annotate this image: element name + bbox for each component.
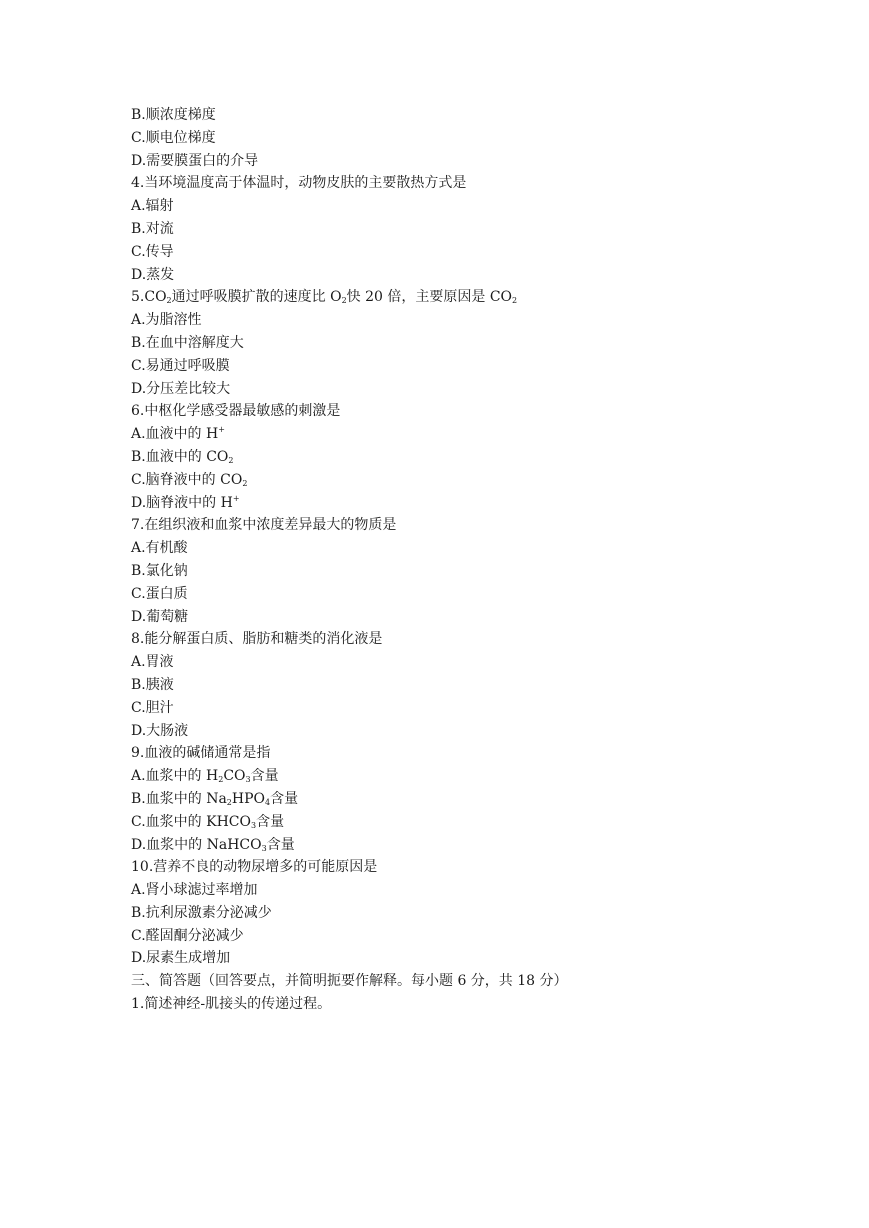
text-run: D.脑脊液中的 H: [131, 494, 233, 511]
text-run: A.血浆中的 H: [131, 768, 219, 785]
text-run: B.在血中溶解度大: [131, 334, 244, 351]
text-run: D.分压差比较大: [131, 380, 231, 397]
text-run: CO: [223, 768, 246, 785]
text-run: B.氯化钠: [131, 562, 188, 579]
text-run: 三、简答题（回答要点，并简明扼要作解释。每小题 6 分，共 18 分）: [131, 973, 568, 990]
text-line-q6a: [131, 423, 831, 446]
text-line-q8b: [131, 674, 831, 697]
document-page: [131, 104, 831, 1016]
text-line-q8: [131, 628, 831, 651]
text-run: 含量: [250, 768, 279, 785]
text-run: 7.在组织液和血浆中浓度差异最大的物质是: [131, 517, 397, 534]
text-line-q5a: [131, 309, 831, 332]
subscript: 2: [242, 478, 248, 488]
subscript: 2: [218, 775, 224, 785]
text-line-q6d: [131, 492, 831, 515]
text-run: C.顺电位梯度: [131, 129, 216, 146]
superscript: +: [218, 425, 225, 435]
text-run: A.胃液: [131, 654, 174, 671]
text-run: 1.简述神经-肌接头的传递过程。: [131, 996, 332, 1013]
superscript: +: [232, 493, 240, 503]
text-line-q10a: [131, 879, 831, 902]
text-run: C.传导: [131, 243, 174, 260]
text-line-q7b: [131, 560, 831, 583]
text-line-q10b: [131, 902, 831, 925]
text-line-q4: [131, 172, 831, 195]
subscript: 3: [250, 820, 257, 830]
text-line-q10c: [131, 925, 831, 948]
text-line-q10d: [131, 947, 831, 970]
subscript: 2: [166, 296, 172, 306]
text-run: D.大肠液: [131, 722, 189, 739]
text-run: 含量: [270, 790, 299, 807]
text-line-q7a: [131, 537, 831, 560]
text-line-q4b: [131, 218, 831, 241]
text-line-s1: [131, 993, 831, 1016]
text-run: B.对流: [131, 220, 174, 237]
text-line-q6b: [131, 446, 831, 469]
subscript: 2: [341, 296, 347, 306]
text-line-q7d: [131, 606, 831, 629]
text-run: 快 20 倍，主要原因是 CO: [346, 289, 513, 306]
text-run: C.蛋白质: [131, 585, 188, 602]
text-run: B.血液中的 CO: [131, 448, 229, 465]
text-run: C.脑脊液中的 CO: [131, 471, 243, 488]
text-run: C.血浆中的 KHCO: [131, 813, 251, 830]
subscript: 3: [245, 775, 251, 785]
text-run: D.血浆中的 NaHCO: [131, 836, 262, 853]
text-run: B.血浆中的 Na: [131, 790, 227, 807]
text-run: A.为脂溶性: [131, 312, 202, 329]
text-run: A.辐射: [131, 198, 174, 215]
subscript: 4: [265, 797, 271, 807]
text-line-q8c: [131, 697, 831, 720]
text-line-q9b: [131, 788, 831, 811]
text-line-q5: [131, 286, 831, 309]
text-line-sec3: [131, 970, 831, 993]
text-run: 含量: [266, 836, 295, 853]
text-run: 8.能分解蛋白质、脂肪和糖类的消化液是: [131, 631, 383, 648]
text-line-q6c: [131, 469, 831, 492]
text-line-q4c: [131, 241, 831, 264]
text-run: D.尿素生成增加: [131, 950, 231, 967]
text-line-q8d: [131, 720, 831, 743]
text-run: 含量: [256, 813, 285, 830]
subscript: 2: [228, 455, 234, 465]
subscript: 2: [226, 797, 232, 807]
text-line-q5d: [131, 378, 831, 401]
text-line-q5b: [131, 332, 831, 355]
text-run: C.醛固酮分泌减少: [131, 927, 244, 944]
text-line-q9a: [131, 765, 831, 788]
text-run: 10.营养不良的动物尿增多的可能原因是: [131, 859, 378, 876]
text-line-q7c: [131, 583, 831, 606]
text-line-q9: [131, 742, 831, 765]
text-line-q9d: [131, 834, 831, 857]
text-line-q5c: [131, 355, 831, 378]
text-line-q9c: [131, 811, 831, 834]
text-run: A.血液中的 H: [131, 426, 219, 443]
text-run: HPO: [231, 790, 265, 807]
text-run: B.胰液: [131, 676, 174, 693]
text-line-q3d: [131, 150, 831, 173]
text-run: C.易通过呼吸膜: [131, 357, 230, 374]
text-line-q4d: [131, 264, 831, 287]
text-run: 5.CO: [131, 289, 167, 306]
text-line-q6: [131, 400, 831, 423]
text-run: D.葡萄糖: [131, 608, 189, 625]
text-run: D.蒸发: [131, 266, 175, 283]
text-run: 9.血液的碱储通常是指: [131, 745, 271, 762]
text-run: D.需要膜蛋白的介导: [131, 152, 259, 169]
text-run: A.有机酸: [131, 540, 188, 557]
text-run: 6.中枢化学感受器最敏感的刺激是: [131, 403, 341, 420]
text-run: 通过呼吸膜扩散的速度比 O: [171, 289, 342, 306]
subscript: 2: [512, 296, 518, 306]
subscript: 3: [261, 843, 267, 853]
text-line-q3b: [131, 104, 831, 127]
text-line-q10: [131, 856, 831, 879]
text-line-q8a: [131, 651, 831, 674]
text-run: A.肾小球滤过率增加: [131, 882, 258, 899]
text-line-q7: [131, 514, 831, 537]
text-run: B.顺浓度梯度: [131, 107, 216, 123]
text-run: B.抗利尿激素分泌减少: [131, 904, 272, 921]
text-run: C.胆汁: [131, 699, 174, 716]
text-run: 4.当环境温度高于体温时，动物皮肤的主要散热方式是: [131, 175, 467, 192]
text-line-q3c: [131, 127, 831, 150]
text-line-q4a: [131, 195, 831, 218]
